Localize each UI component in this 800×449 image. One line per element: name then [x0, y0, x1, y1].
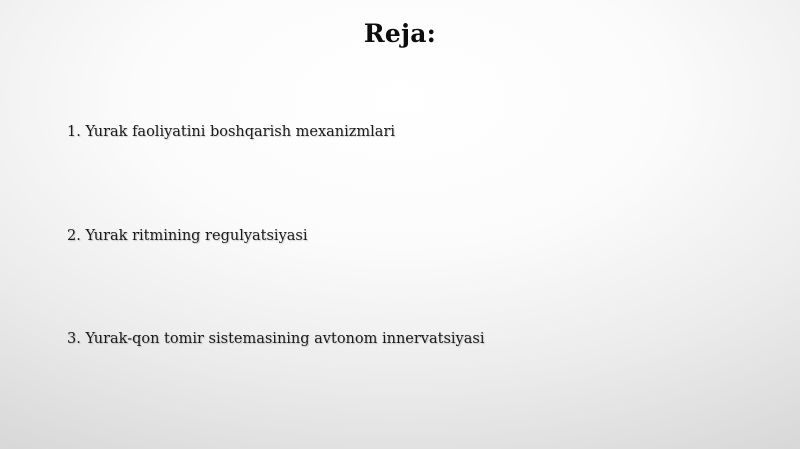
list-item: 2. Yurak ritmining regulyatsiyasi: [67, 228, 308, 244]
list-item: 1. Yurak faoliyatini boshqarish mexanizmlari: [67, 124, 396, 140]
list-item: 3. Yurak-qon tomir sistemasining avtonom innervatsiyasi: [67, 331, 485, 347]
slide-title: Reja:: [363, 19, 437, 48]
